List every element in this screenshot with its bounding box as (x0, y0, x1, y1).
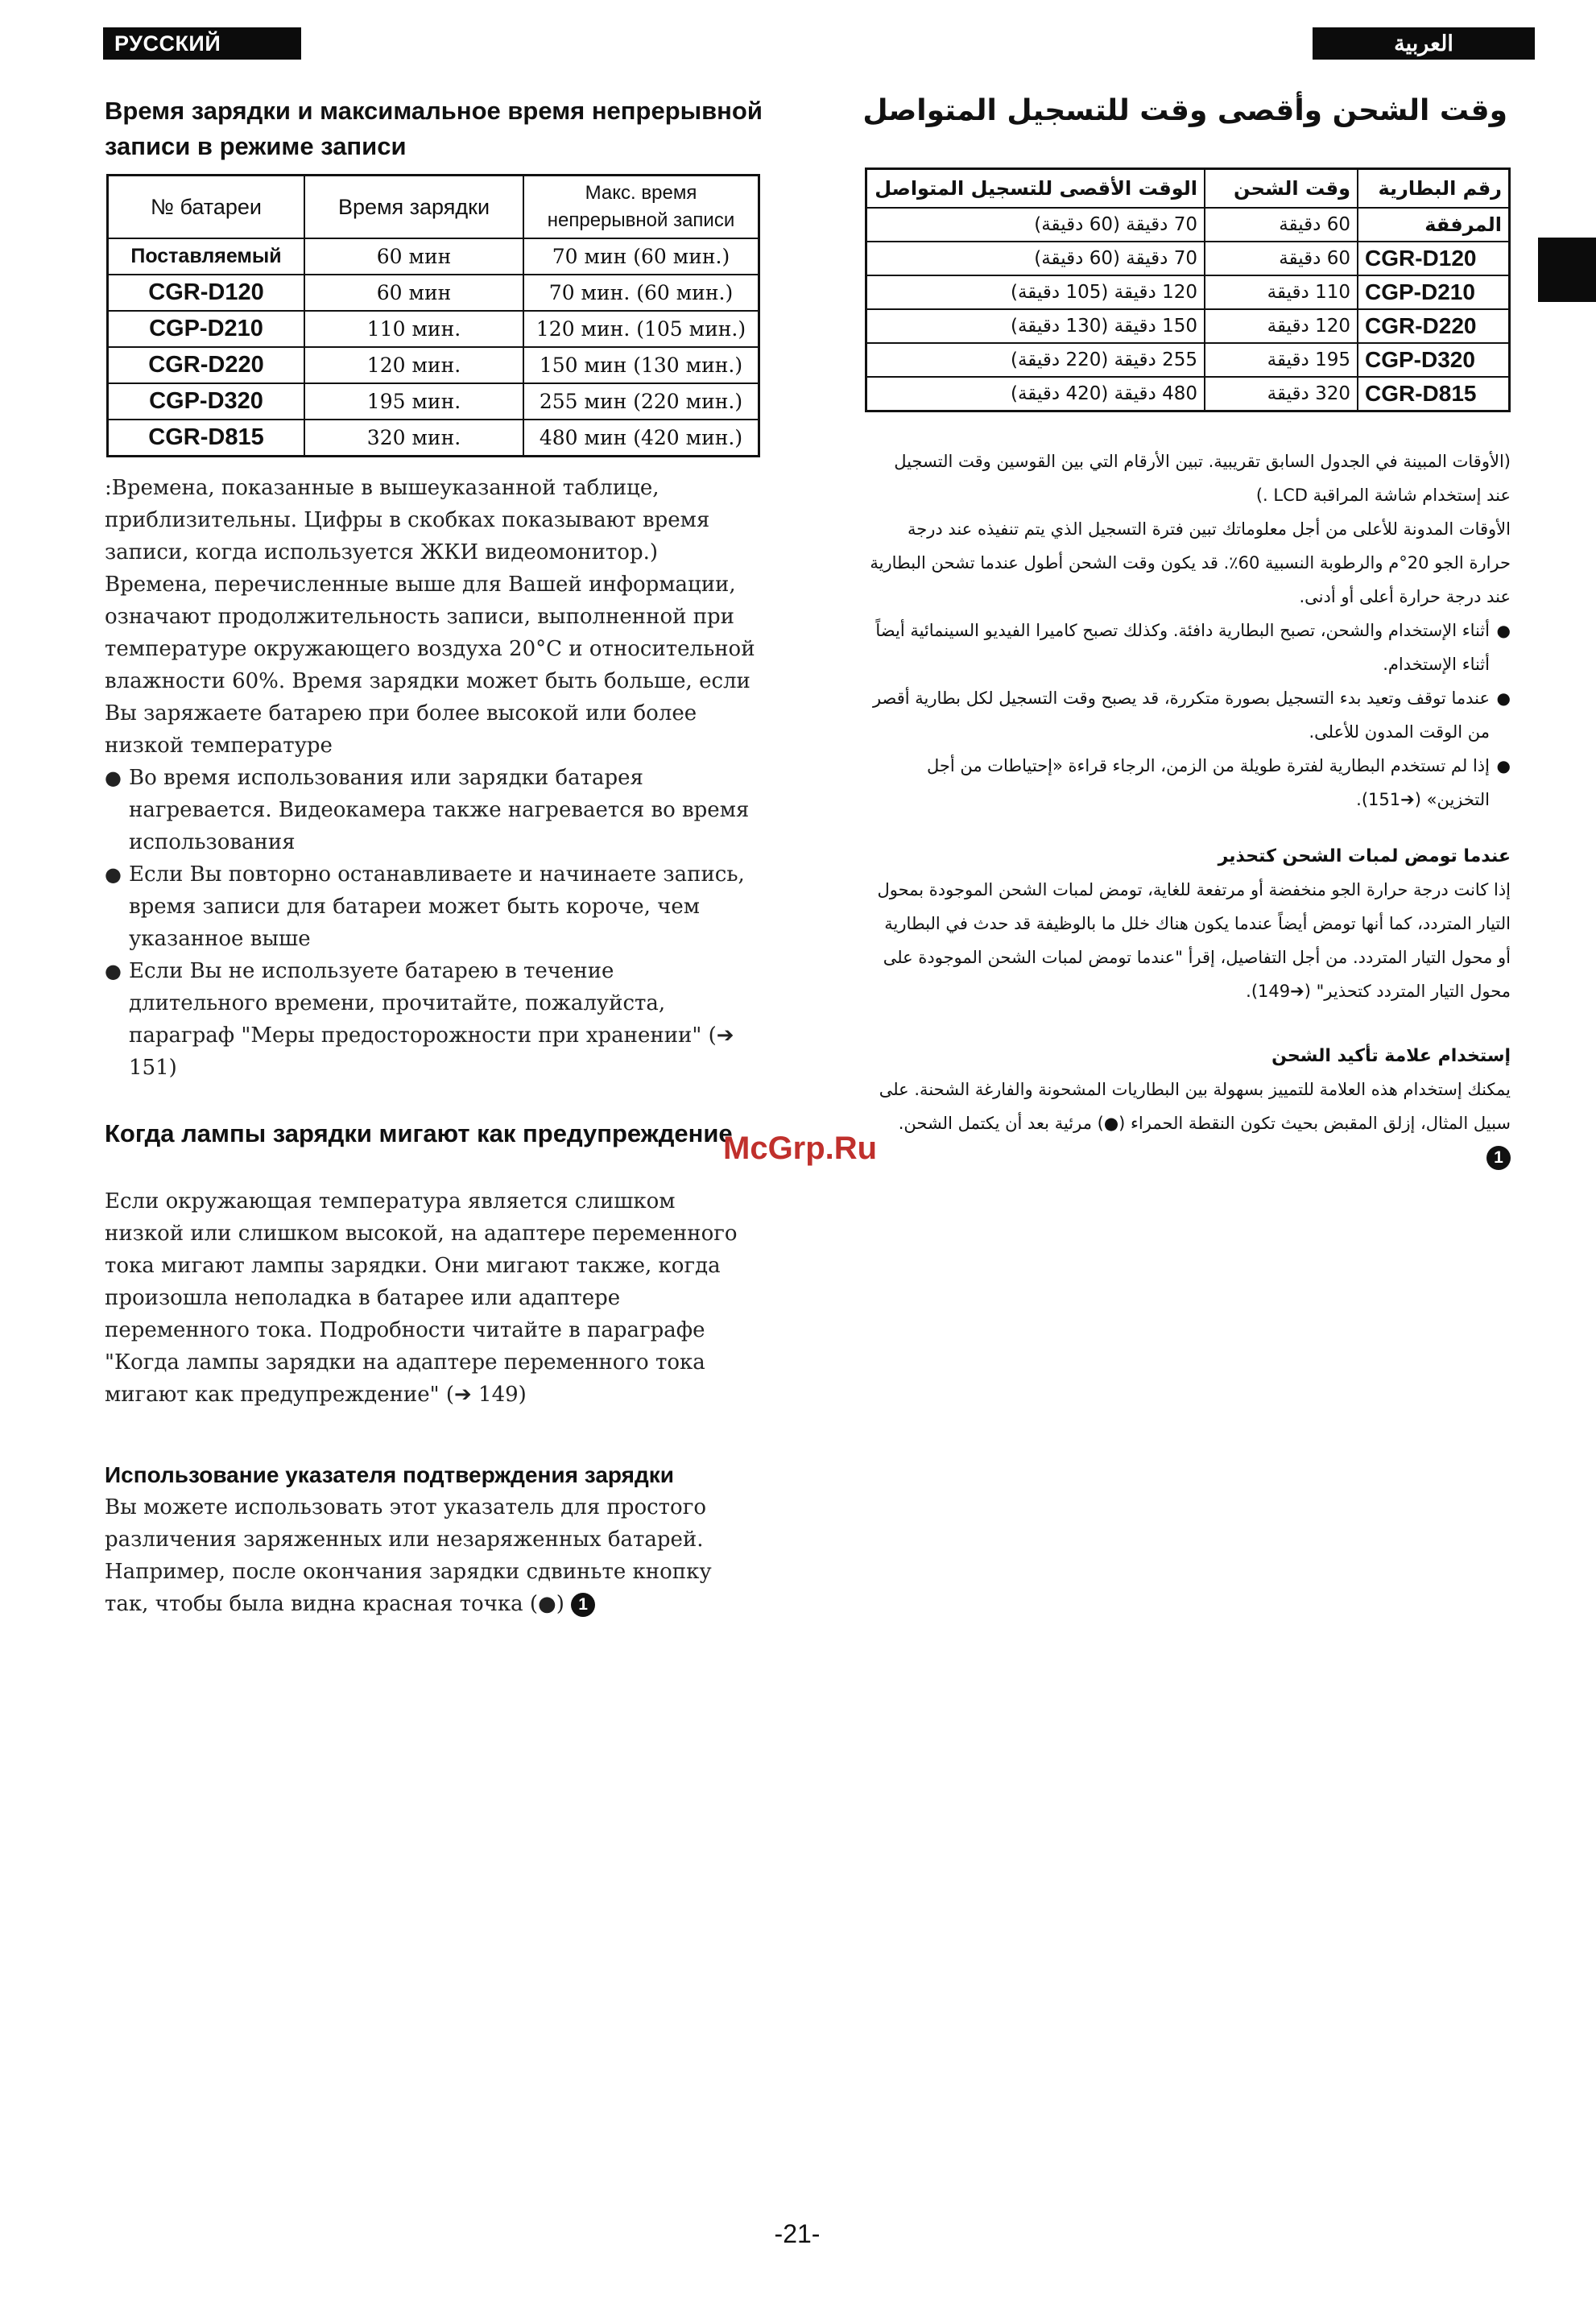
charge-time: 120 دقيقة (1205, 309, 1358, 343)
max-record-time: 70 دقيقة (60 دقيقة) (866, 242, 1205, 275)
ru-bullet-list (105, 762, 757, 1084)
battery-model: CGR-D120 (108, 275, 305, 311)
charge-time: 60 мин (304, 275, 523, 311)
ru-lamp-block (105, 1185, 757, 1411)
ar-notes-paragraph: الأوقات المدونة للأعلى من أجل معلوماتك تبين فترة التسجيل الذي يتم تنفيذه عند درجة حرارة الجو 20°م والرطوبة النسبية 60٪. قد يكون وقت الشحن أطول عندما تشحن البطارية عند درجة حرارة أعلى أو أدنى. (870, 519, 1511, 606)
list-item: ● Если Вы не используете батарею в течение длительного времени, прочитайте, пожалуйста, параграф "Меры предосторожности при хранении" (➔ 151) (105, 955, 757, 1084)
ru-indicator-heading: Использование указателя подтверждения зарядки (105, 1462, 674, 1487)
max-record-time: 150 мин (130 мин.) (523, 347, 759, 383)
list-item: ● Если Вы повторно останавливаете и начинаете запись, время записи для батареи может быть короче, чем указанное выше (105, 858, 757, 955)
table-row (866, 309, 1510, 343)
max-record-time: 70 دقيقة (60 دقيقة) (866, 208, 1205, 242)
section-side-tab (1538, 238, 1596, 302)
ar-indicator-heading: إستخدام علامة تأكيد الشحن (1271, 1046, 1511, 1066)
battery-model: Поставляемый (108, 238, 305, 275)
battery-model: CGR-D220 (108, 347, 305, 383)
table-row (108, 311, 759, 347)
list-item: ● إذا لم تستخدم البطارية لفترة طويلة من الزمن، الرجاء قراءة «إحتياطات من أجل التخزين» (➔151). (870, 749, 1511, 817)
table-row (866, 242, 1510, 275)
battery-model: CGP-D320 (108, 383, 305, 420)
table-row (866, 343, 1510, 377)
ru-col-max-time: Макс. время непрерывной записи (523, 176, 759, 239)
ru-indicator-paragraph (105, 1491, 757, 1620)
battery-model: CGP-D210 (108, 311, 305, 347)
ar-lamp-heading: عندما تومض لمبات الشحن كتحذير (1218, 846, 1511, 866)
ar-bullet-list (870, 614, 1511, 817)
charge-time: 195 мин. (304, 383, 523, 420)
ar-indicator-paragraph (870, 1073, 1511, 1174)
ar-col-charge-time: وقت الشحن (1205, 169, 1358, 209)
charge-time: 60 мин (304, 238, 523, 275)
language-badge-russian: РУССКИЙ ЯЗЫК (103, 27, 301, 60)
table-row (108, 383, 759, 420)
max-record-time: 120 دقيقة (105 دقيقة) (866, 275, 1205, 309)
battery-model: CGR-D220 (1358, 309, 1510, 343)
battery-model: CGP-D210 (1358, 275, 1510, 309)
ru-col-battery: № батареи (108, 176, 305, 239)
ar-col-max-time: الوقت الأقصى للتسجيل المتواصل (866, 169, 1205, 209)
ru-indicator-block (105, 1491, 757, 1620)
ar-notes-paragraph: (الأوقات المبينة في الجدول السابق تقريبية. تبين الأرقام التي بين القوسين وقت التسجيل عند إستخدام شاشة المراقبة LCD .) (894, 452, 1511, 505)
table-row (108, 275, 759, 311)
charge-time: 60 دقيقة (1205, 242, 1358, 275)
ru-table-header-row (108, 176, 759, 239)
max-record-time: 70 мин. (60 мин.) (523, 275, 759, 311)
step-number-icon: 1 (1486, 1146, 1511, 1170)
max-record-time: 255 دقيقة (220 دقيقة) (866, 343, 1205, 377)
ar-col-battery: رقم البطارية (1358, 169, 1510, 209)
list-item: ● Во время использования или зарядки батарея нагревается. Видеокамера также нагревается во время использования (105, 762, 757, 858)
ru-section-title: Время зарядки и максимальное время непрерывной записи в режиме записи (105, 97, 763, 160)
table-row (866, 377, 1510, 411)
ar-charging-table (865, 167, 1511, 412)
charge-time: 60 دقيقة (1205, 208, 1358, 242)
max-record-time: 120 мин. (105 мин.) (523, 311, 759, 347)
charge-time: 320 мин. (304, 420, 523, 457)
battery-model: CGR-D815 (1358, 377, 1510, 411)
table-row (108, 420, 759, 457)
table-row (866, 275, 1510, 309)
ru-notes-block (105, 472, 757, 1084)
ar-indicator-block (870, 1073, 1511, 1174)
max-record-time: 255 мин (220 мин.) (523, 383, 759, 420)
watermark-text: McGrp.Ru (723, 1131, 878, 1166)
list-item: ● أثناء الإستخدام والشحن، تصبح البطارية دافئة. وكذلك تصبح كاميرا الفيديو السينمائية أيضاً أثناء الإستخدام. (870, 614, 1511, 681)
charge-time: 110 دقيقة (1205, 275, 1358, 309)
page-number: -21- (774, 2219, 821, 2248)
ar-table-header-row (866, 169, 1510, 209)
max-record-time: 150 دقيقة (130 دقيقة) (866, 309, 1205, 343)
table-row (108, 238, 759, 275)
ru-indicator-text: Вы можете использовать этот указатель для простого различения заряженных или незаряженных батарей. Например, после окончания зарядки сдвиньте кнопку так, чтобы была видна красная точка (●) (105, 1495, 712, 1616)
charge-time: 320 دقيقة (1205, 377, 1358, 411)
ru-lamp-heading: Когда лампы зарядки мигают как предупреждение (105, 1119, 733, 1147)
ar-section-title: وقت الشحن وأقصى وقت للتسجيل المتواصل (862, 94, 1507, 127)
ru-lamp-paragraph: Если окружающая температура является слишком низкой или слишком высокой, на адаптере переменного тока мигают лампы зарядки. Они мигают также, когда произошла неполадка в батарее или адаптере переменного тока. Подробности читайте в параграфе "Когда лампы зарядки на адаптере переменного тока мигают как предупреждение" (➔ 149) (105, 1189, 738, 1407)
ar-indicator-text: يمكنك إستخدام هذه العلامة للتمييز بسهولة بين البطاريات المشحونة والفارغة الشحنة. على سبيل المثال، إزلق المقبض بحيث تكون النقطة الحمراء (●) مرئية بعد أن يكتمل الشحن. (879, 1080, 1511, 1133)
max-record-time: 480 мин (420 мин.) (523, 420, 759, 457)
ar-lamp-paragraph: إذا كانت درجة حرارة الجو منخفضة أو مرتفعة للغاية، تومض لمبات الشحن الموجودة بمحول التيار المتردد، كما أنها تومض أيضاً عندما يكون هناك خلل ما بالوظيفة قد حدث في البطارية أو محول التيار المتردد. من أجل التفاصيل، إقرأ "عندما تومض لمبات الشحن الموجودة على محول التيار المتردد كتحذير" (➔149). (877, 880, 1511, 1001)
list-item: ● عندما توقف وتعيد بدء التسجيل بصورة متكررة، قد يصبح وقت التسجيل لكل بطارية أقصر من الوقت المدون للأعلى. (870, 681, 1511, 749)
battery-model: المرفقة (1358, 208, 1510, 242)
ru-col-charge-time: Время зарядки (304, 176, 523, 239)
battery-model: CGR-D120 (1358, 242, 1510, 275)
charge-time: 110 мин. (304, 311, 523, 347)
charge-time: 120 мин. (304, 347, 523, 383)
max-record-time: 70 мин (60 мин.) (523, 238, 759, 275)
step-number-icon: 1 (571, 1593, 595, 1617)
max-record-time: 480 دقيقة (420 دقيقة) (866, 377, 1205, 411)
ru-charging-table (106, 174, 760, 457)
table-row (866, 208, 1510, 242)
ar-lamp-block (870, 873, 1511, 1008)
table-row (108, 347, 759, 383)
ru-notes-paragraph: :Времена, показанные в вышеуказанной таблице, приблизительны. Цифры в скобках показывают время записи, когда используется ЖКИ видеомонитор.) Времена, перечисленные выше для Вашей информации, означают продолжительность записи, выполненной при температуре окружающего воздуха 20°C и относительной влажности 60%. Время зарядки может быть больше, если Вы заряжаете батарею при более высокой или более низкой температуре (105, 476, 755, 758)
language-badge-arabic: العربية (1313, 27, 1535, 60)
battery-model: CGP-D320 (1358, 343, 1510, 377)
battery-model: CGR-D815 (108, 420, 305, 457)
ar-notes-block (870, 444, 1511, 817)
charge-time: 195 دقيقة (1205, 343, 1358, 377)
